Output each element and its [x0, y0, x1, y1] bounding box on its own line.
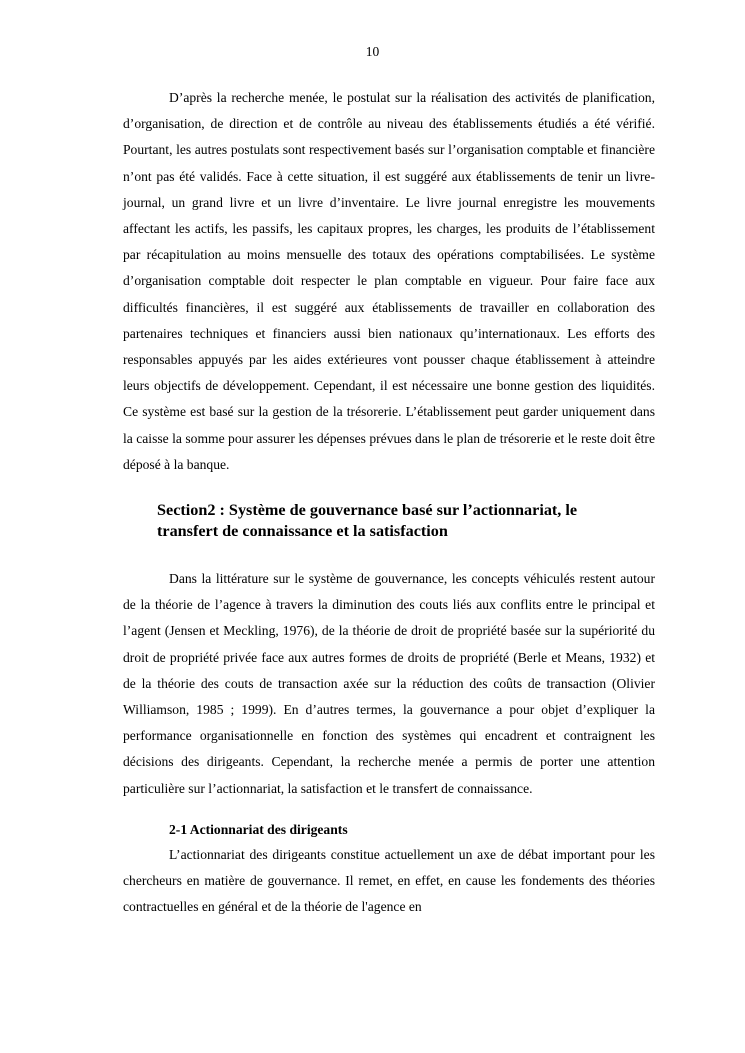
- page-number: 10: [365, 44, 380, 59]
- section-heading: Section2 : Système de gouvernance basé sur l’actionnariat, le transfert de connaissance et la satisfaction: [157, 501, 578, 541]
- paragraph-postulats: D’après la recherche menée, le postulat sur la réalisation des activités de planification, d’organisation, de direction et de contrôle au niveau des établissements étudiés a été vérifié. Pourtant, les autres postulats sont respectivement basés sur l’organisation comptable et financière n’ont pas été validés. Face à cette situation, il est suggéré aux établissements de tenir un livre-journal, un grand livre et un livre d’inventaire. Le livre journal enregistre les mouvements affectant les actifs, les passifs, les capitaux propres, les charges, les produits de l’établissement par récapitulation au moins mensuelle des totaux des opérations comptabilisées. Le système d’organisation comptable doit respecter le plan comptable en vigueur. Pour faire face aux difficultés financières, il est suggéré aux établissements de travailler en collaboration des partenaires techniques et financiers aussi bien nationaux qu’internationaux. Les efforts des responsables appuyés par les aides extérieures vont pousser chaque établissement à atteindre leurs objectifs de développement. Cependant, il est nécessaire une bonne gestion des liquidités. Ce système est basé sur la gestion de la trésorerie. L’établissement peut garder uniquement dans la caisse la somme pour assurer les dépenses prévues dans le plan de trésorerie et le reste doit être déposé à la banque.: [123, 90, 655, 472]
- paragraph-actionnariat: L’actionnariat des dirigeants constitue actuellement un axe de débat important pour les chercheurs en matière de gouvernance. Il remet, en effet, en cause les fondements des théories contractuelles en général et de la théorie de l'agence en: [123, 846, 655, 915]
- subsection-heading: 2-1 Actionnariat des dirigeants: [169, 821, 348, 837]
- paragraph-gouvernance: Dans la littérature sur le système de gouvernance, les concepts véhiculés restent autour de la théorie de l’agence à travers la diminution des couts liés aux conflits entre le principal et l’agent (Jensen et Meckling, 1976), de la théorie de droit de propriété basée sur la supériorité du droit de propriété privée face aux autres formes de droits de propriété (Berle et Means, 1932) et de la théorie des couts de transaction axée sur la réduction des coûts de transaction (Olivier Williamson, 1985 ; 1999). En d’autres termes, la gouvernance a pour objet d’expliquer la performance organisationnelle en fonction des systèmes qui encadrent et contraignent les décisions des dirigeants. Cependant, la recherche menée a permis de porter une attention particulière sur l’actionnariat, la satisfaction et le transfert de connaissance.: [123, 571, 655, 796]
- document-body: [123, 85, 655, 920]
